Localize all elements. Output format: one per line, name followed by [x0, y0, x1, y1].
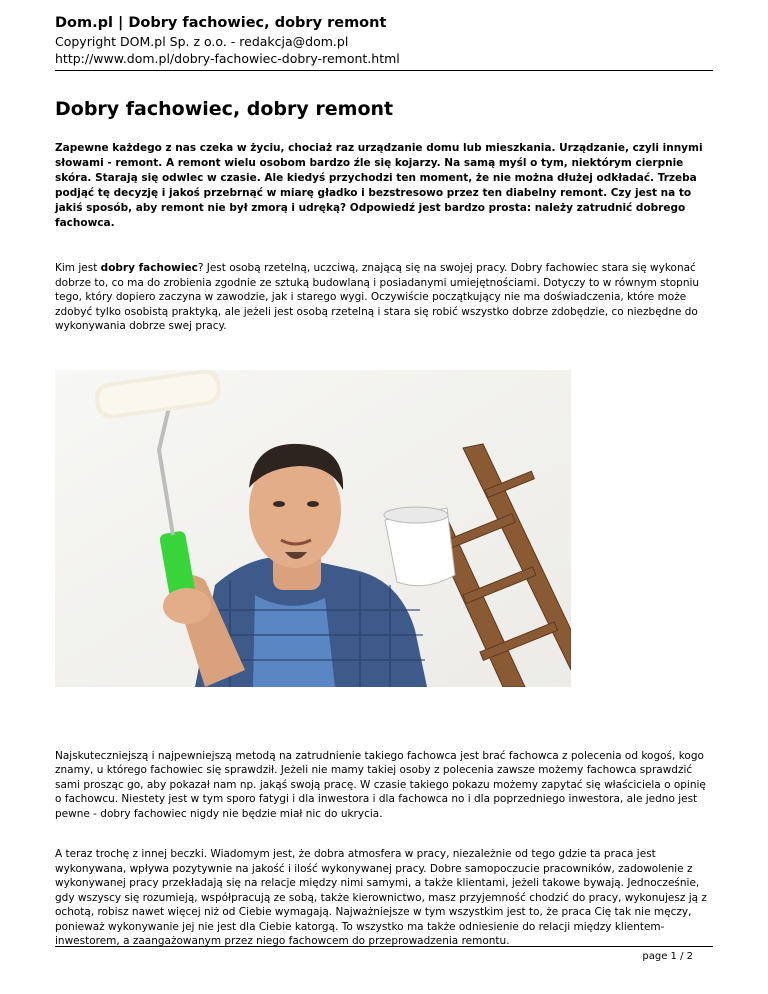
footer-divider [55, 946, 713, 947]
paragraph-3: A teraz trochę z innej beczki. Wiadomym jest, że dobra atmosfera w pracy, niezależnie od tego gdzie ta praca jest wykonywana, wpływa pozytywnie na jakość i ilość wykonywanej pracy. Dobre samopoczucie pracowników, zadowolenie z wykonywanej pracy przekładają się na relacje między nimi samymi, a także klientami, jeżeli takowe bywają. Jednocześnie, gdy wszyscy się rozumieją, współpracują ze sobą, także kierownictwo, masz przyjemność chodzić do pracy, wykonujesz ją z ochotą, robisz nawet więcej niż od Ciebie wymagają. Najważniejsze w tym wszystkim jest to, że praca Cię tak nie męczy, ponieważ wykonywanie jej nie jest dla Ciebie katorgą. To wszystko ma także odniesienie do relacji między klientem-inwestorem, a zaangażowanym przez niego fachowcem do przeprowadzenia remontu. [55, 848, 707, 947]
paragraph-2: Najskuteczniejszą i najpewniejszą metodą na zatrudnienie takiego fachowca jest brać fachowca z polecenia od kogoś, kogo znamy, u którego fachowiec się sprawdził. Jeżeli nie mamy takiej osoby z polecenia zawsze możemy fachowca sprawdzić sami prosząc go, aby pokazał nam np. jakąś swoją pracę. W czasie takiego pokazu możemy zapytać się właściciela o opinię o fachowcu. Niestety jest w tym sporo fatygi i dla inwestora i dla fachowca no i dla poprzedniego inwestora, ale jedno jest pewne - dobry fachowiec nigdy nie będzie miał nic do ukrycia. [55, 749, 706, 820]
paragraph-1-rest: ? Jest osobą rzetelną, uczciwą, znającą się na swojej pracy. Dobry fachowiec stara się wykonać dobrze to, co ma do zrobienia zgodnie ze sztuką budowlaną i posiadanymi umiejętnościami. Dotyczy to w równym stopniu tego, który dopiero zaczyna w zawodzie, jak i starego wygi. Oczywiście początkujący nie ma doświadczenia, które może zdobyć tylko osobistą praktyką, ale jeżeli jest osobą rzetelną i stara się robić wszystko dobrze zdobędzie, co niezbędne do wykonywania dobrze swej pracy. [55, 262, 700, 332]
page-footer [55, 946, 713, 962]
paragraph-1-start: Kim jest [55, 262, 101, 274]
painter-photo-illustration [55, 370, 571, 687]
header-divider [55, 70, 713, 71]
header-copyright: Copyright DOM.pl Sp. z o.o. - redakcja@dom.pl [55, 34, 349, 49]
page-header [55, 0, 713, 71]
article-title: Dobry fachowiec, dobry remont [55, 98, 394, 120]
paragraph-1 [55, 261, 713, 334]
article-photo [55, 370, 571, 687]
document-page [55, 0, 713, 949]
article-lead: Zapewne każdego z nas czeka w życiu, chociaż raz urządzanie domu lub mieszkania. Urządzanie, czyli innymi słowami - remont. A remont wielu osobom bardzo źle się kojarzy. Na samą myśl o tym, niektórym cierpnie skóra. Starają się odwlec w czasie. Ale kiedyś przychodzi ten moment, że nie można dłużej odkładać. Trzeba podjąć tę decyzję i jakoś przebrnąć w miarę gładko i bezstresowo przez ten diabelny remont. Czy jest na to jakiś sposób, aby remont nie był zmorą i udręką? Odpowiedź jest bardzo prosta: należy zatrudnić dobrego fachowca. [55, 142, 703, 229]
hand-shape [163, 588, 211, 624]
header-url[interactable]: http://www.dom.pl/dobry-fachowiec-dobry-remont.html [55, 51, 400, 66]
page-number: page 1 / 2 [642, 951, 693, 962]
paragraph-1-bold: dobry fachowiec [100, 262, 198, 274]
header-title: Dom.pl | Dobry fachowiec, dobry remont [55, 15, 387, 31]
